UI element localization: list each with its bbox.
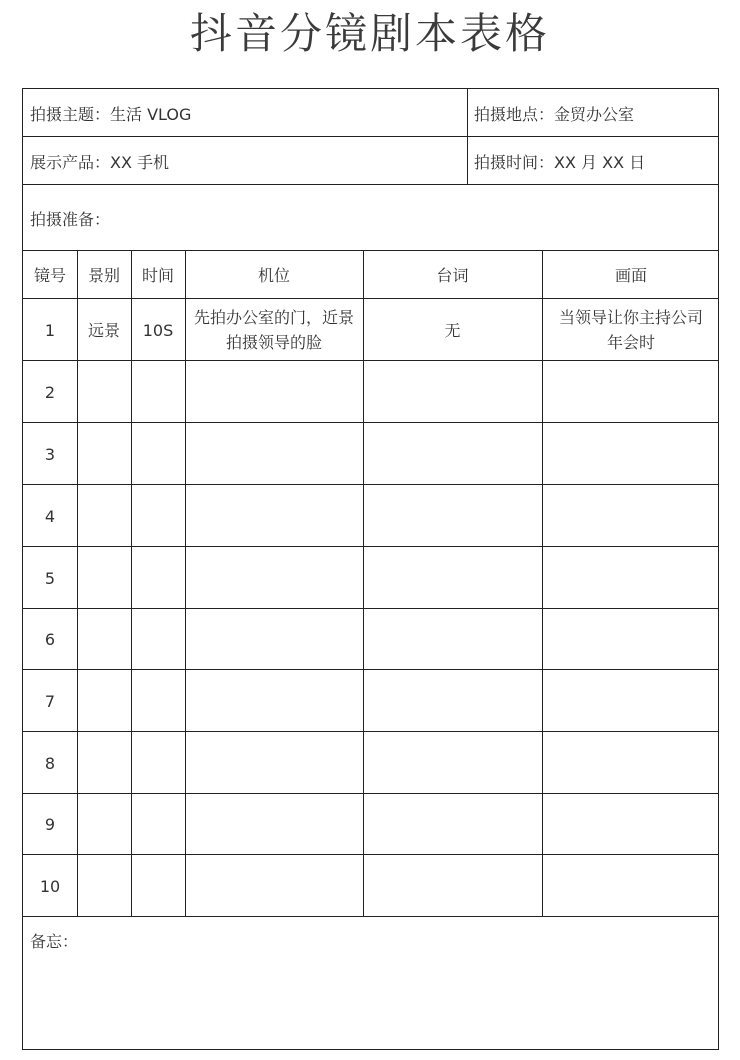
divider — [131, 251, 132, 917]
divider — [23, 422, 718, 423]
row-1-duration: 10S — [142, 320, 174, 340]
divider — [23, 854, 718, 855]
row-1-camera-line-2: 拍摄领导的脸 — [225, 333, 322, 352]
row-2-shot-no: 2 — [44, 382, 56, 402]
header-shot-scale: 景别 — [87, 265, 120, 285]
divider — [23, 669, 718, 670]
location-value: 金贸办公室 — [554, 104, 635, 124]
divider — [23, 731, 718, 732]
divider — [363, 251, 364, 917]
divider — [23, 184, 718, 185]
row-1-shot-scale: 远景 — [87, 320, 120, 340]
theme-value: 生活 VLOG — [110, 104, 192, 124]
header-scene: 画面 — [614, 265, 647, 285]
divider — [23, 136, 718, 137]
header-camera-position: 机位 — [257, 265, 290, 285]
divider — [185, 251, 186, 917]
theme-cell — [23, 89, 467, 137]
divider — [23, 546, 718, 547]
memo-label: 备忘： — [30, 932, 79, 951]
row-6-shot-no: 6 — [44, 630, 56, 649]
header-duration: 时间 — [141, 265, 174, 285]
row-4-shot-no: 4 — [44, 506, 56, 526]
row-10-shot-no: 10 — [39, 876, 61, 896]
row-5-shot-no: 5 — [44, 568, 56, 588]
divider — [542, 251, 543, 917]
time-label: 拍摄时间： — [474, 152, 555, 172]
theme-label: 拍摄主题： — [30, 104, 111, 124]
location-cell — [467, 89, 720, 137]
divider — [467, 89, 468, 185]
row-9-shot-no: 9 — [44, 815, 56, 834]
page-title: 抖音分镜剧本表格 — [189, 9, 550, 58]
row-1-scene-line-1: 当领导让你主持公司 — [558, 308, 703, 327]
row-1-scene — [542, 299, 720, 361]
product-cell — [23, 137, 467, 185]
prep-cell — [23, 185, 720, 251]
product-label: 展示产品： — [30, 152, 111, 172]
divider — [23, 793, 718, 794]
time-cell — [467, 137, 720, 185]
row-1-camera-position — [185, 299, 363, 361]
header-dialogue: 台词 — [436, 265, 469, 285]
location-label: 拍摄地点： — [474, 104, 555, 124]
row-1-camera-line-1: 先拍办公室的门，近景 — [193, 308, 354, 327]
row-1-shot-no: 1 — [44, 320, 56, 340]
divider — [23, 484, 718, 485]
storyboard-sheet — [22, 88, 719, 1050]
row-7-shot-no: 7 — [44, 691, 56, 711]
memo-cell — [23, 917, 720, 1049]
row-3-shot-no: 3 — [44, 444, 56, 464]
divider — [77, 251, 78, 917]
row-1-scene-line-2: 年会时 — [606, 333, 655, 352]
divider — [23, 360, 718, 361]
row-1-dialogue: 无 — [444, 320, 461, 340]
header-shot-no: 镜号 — [33, 265, 66, 285]
product-value: XX 手机 — [110, 152, 170, 172]
row-8-shot-no: 8 — [44, 753, 56, 773]
prep-label: 拍摄准备： — [30, 209, 111, 229]
divider — [23, 608, 718, 609]
time-value: XX 月 XX 日 — [554, 152, 646, 172]
